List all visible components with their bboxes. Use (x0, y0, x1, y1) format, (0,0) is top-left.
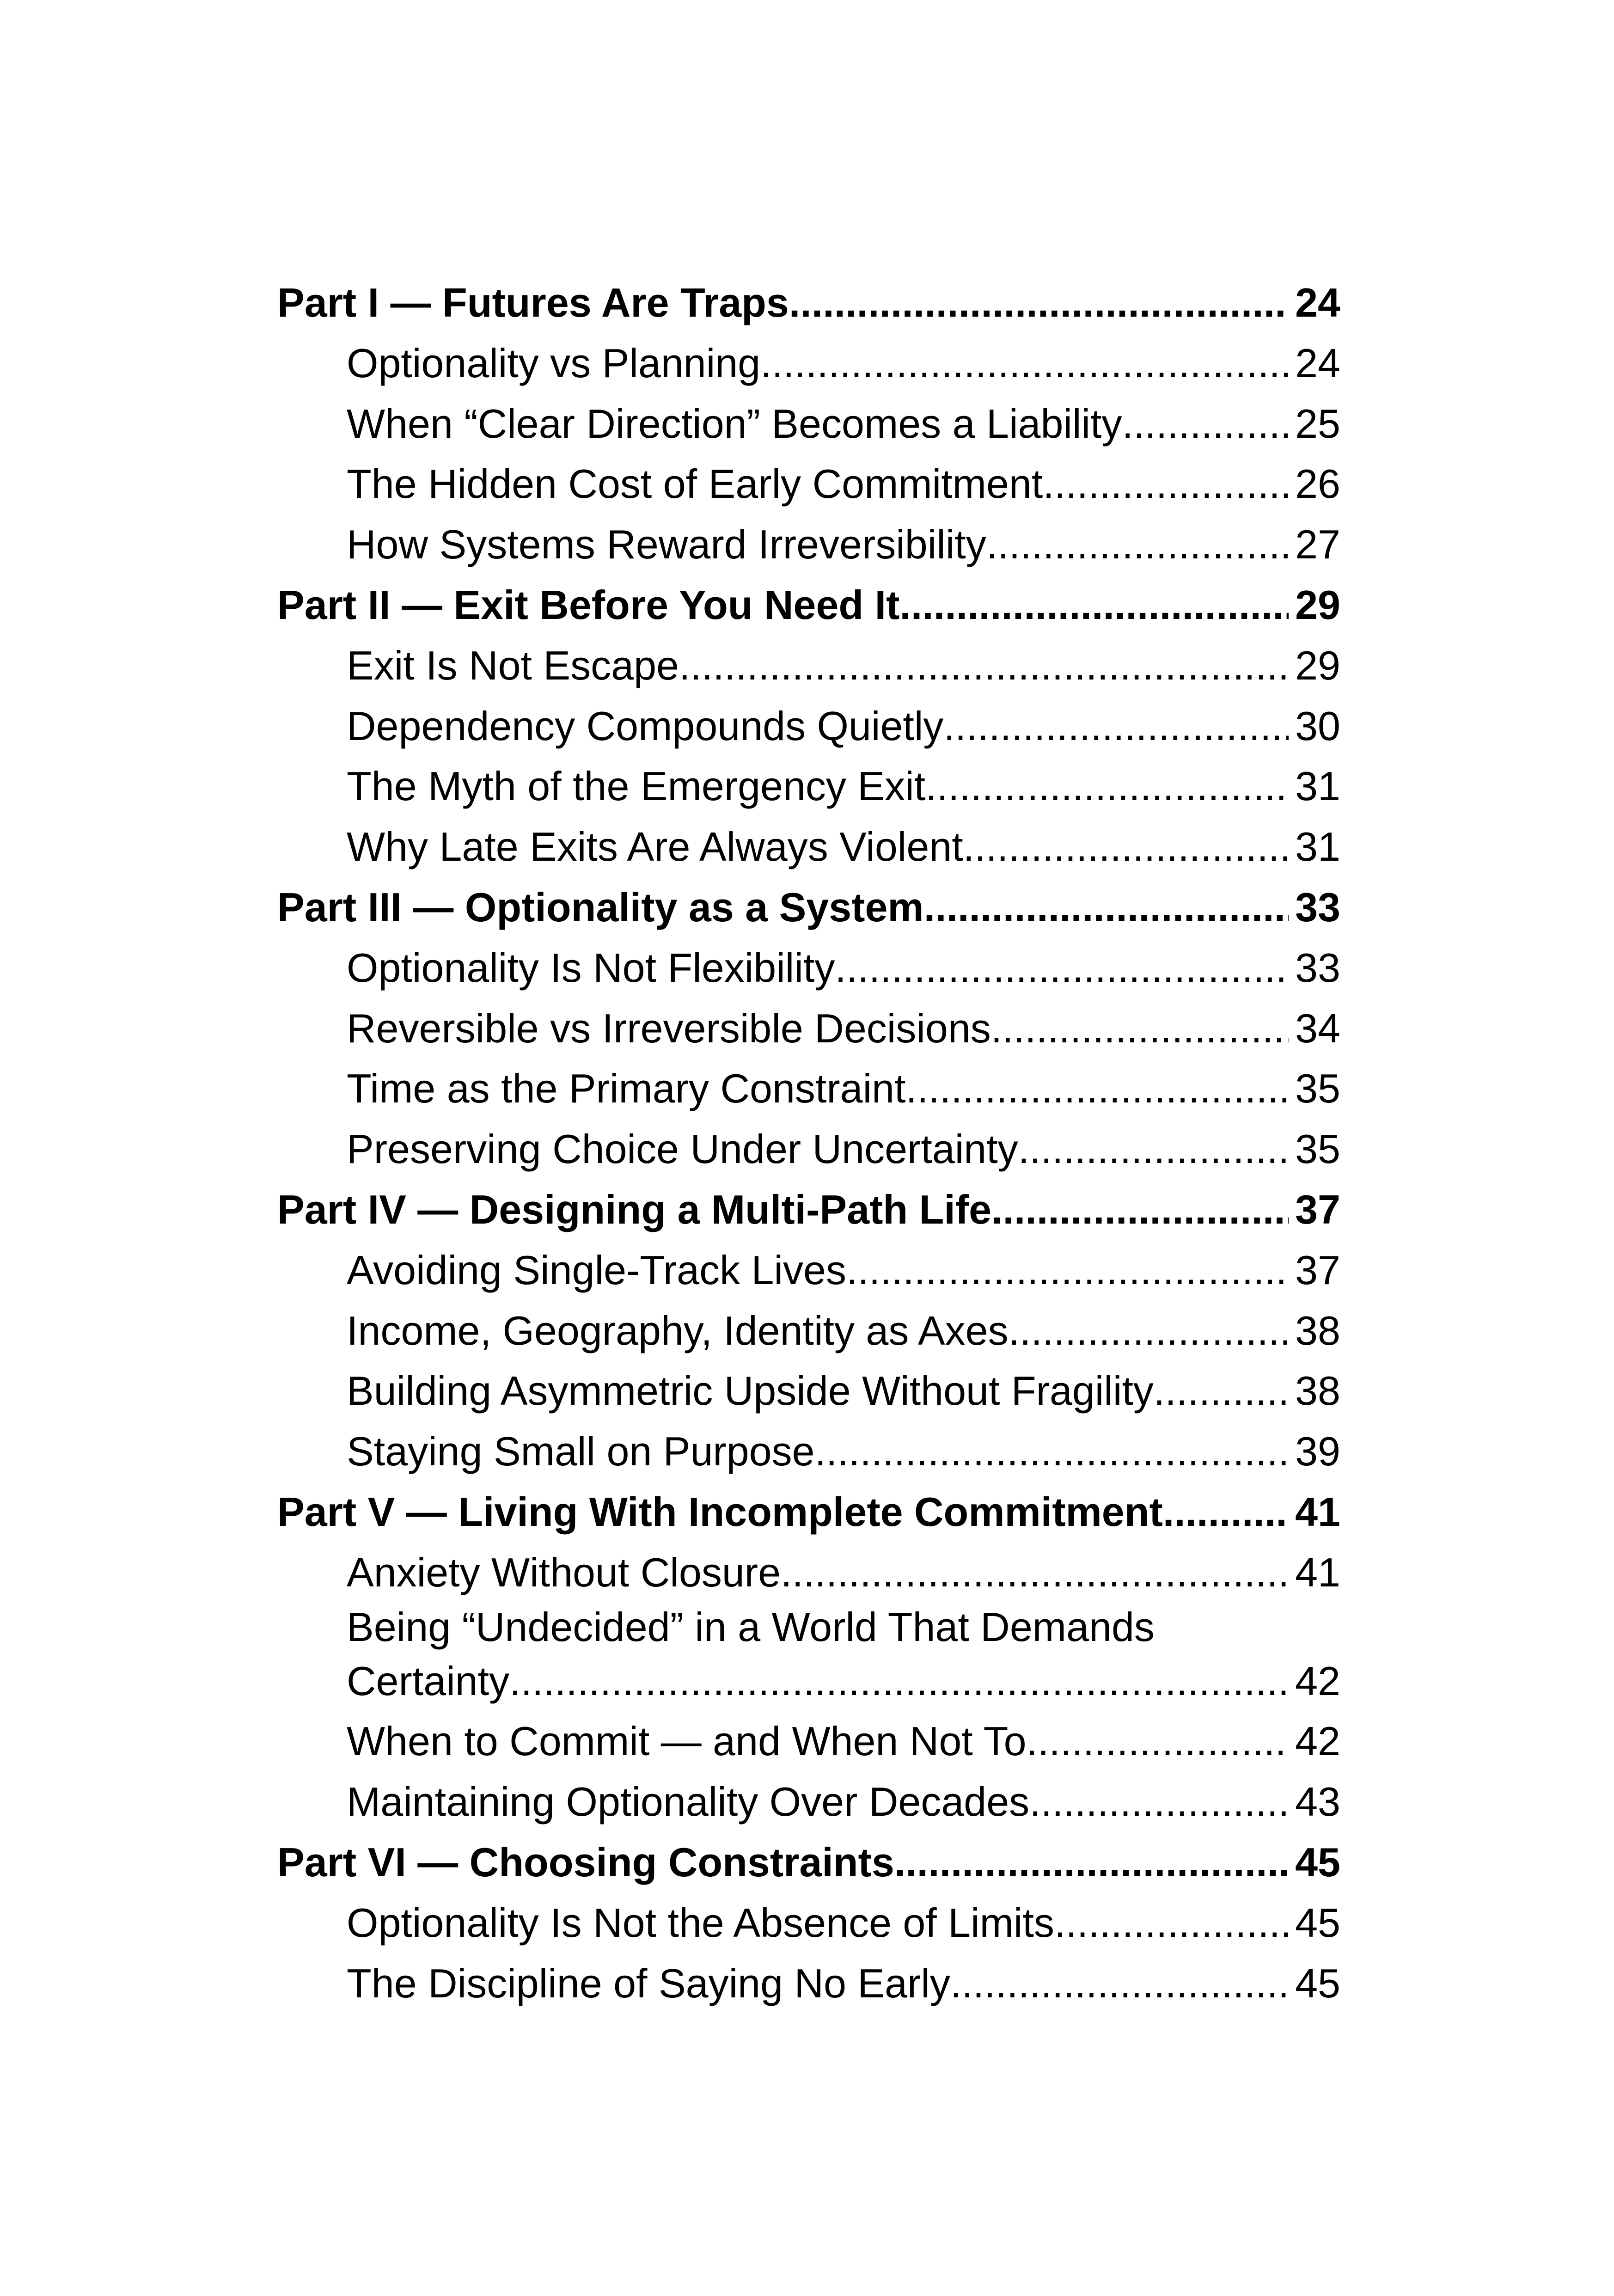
toc-entry-title: When “Clear Direction” Becomes a Liability (347, 400, 1122, 447)
toc-entry-page: 45 (1295, 1899, 1340, 1946)
dot-leader (760, 333, 1289, 394)
toc-entry-part-6[interactable] (277, 1832, 1340, 1893)
toc-entry-page: 35 (1295, 1126, 1340, 1172)
toc-entry[interactable] (277, 1711, 1340, 1772)
toc-entry-title: Why Late Exits Are Always Violent (347, 824, 963, 870)
toc-entry-part-4[interactable] (277, 1180, 1340, 1240)
toc-entry-page: 24 (1295, 280, 1340, 325)
toc-entry-title: Part V — Living With Incomplete Commitment (277, 1488, 1163, 1535)
toc-entry-title: How Systems Reward Irreversibility (347, 521, 986, 568)
toc-entry[interactable] (277, 1953, 1340, 2014)
dot-leader (899, 575, 1289, 636)
table-of-contents (277, 273, 1340, 2014)
toc-entry-title: Building Asymmetric Upside Without Fragility (347, 1368, 1154, 1414)
toc-entry-page: 35 (1295, 1065, 1340, 1112)
toc-entry-page: 41 (1295, 1488, 1340, 1535)
dot-leader (1054, 1893, 1289, 1953)
dot-leader (789, 273, 1289, 333)
toc-entry-page: 30 (1295, 703, 1340, 749)
toc-entry-title: Exit Is Not Escape (347, 642, 679, 688)
toc-entry-title: When to Commit — and When Not To (347, 1718, 1027, 1764)
toc-entry-title: Optionality Is Not the Absence of Limits (347, 1899, 1054, 1946)
toc-entry-title: Maintaining Optionality Over Decades (347, 1779, 1030, 1825)
toc-entry-page: 29 (1295, 582, 1340, 628)
dot-leader (1163, 1482, 1289, 1543)
dot-leader (950, 1953, 1289, 2014)
toc-entry[interactable] (277, 938, 1340, 998)
toc-entry-part-3[interactable] (277, 877, 1340, 938)
toc-entry-title: Optionality vs Planning (347, 340, 761, 386)
toc-entry[interactable] (277, 696, 1340, 757)
toc-entry-title: Staying Small on Purpose (347, 1428, 815, 1475)
dot-leader (781, 1543, 1289, 1603)
dot-leader (991, 1180, 1289, 1240)
toc-entry[interactable] (277, 1361, 1340, 1421)
dot-leader (679, 636, 1289, 696)
toc-entry-page: 38 (1295, 1368, 1340, 1414)
toc-entry-title: The Hidden Cost of Early Commitment (347, 461, 1043, 507)
toc-entry-title: Reversible vs Irreversible Decisions (347, 1005, 991, 1051)
toc-entry[interactable] (277, 636, 1340, 696)
toc-entry-title: Preserving Choice Under Uncertainty (347, 1126, 1018, 1172)
toc-entry-page: 31 (1295, 824, 1340, 870)
toc-entry-page: 39 (1295, 1428, 1340, 1475)
dot-leader (1009, 1301, 1289, 1361)
toc-entry-title: The Myth of the Emergency Exit (347, 763, 926, 809)
toc-entry-title: The Discipline of Saying No Early (347, 1960, 950, 2006)
toc-entry-title: Dependency Compounds Quietly (347, 703, 944, 749)
toc-entry-page: 25 (1295, 400, 1340, 447)
toc-entry-page: 29 (1295, 642, 1340, 688)
toc-entry-page: 45 (1295, 1839, 1340, 1885)
toc-entry[interactable] (277, 1893, 1340, 1953)
dot-leader (1029, 1772, 1289, 1832)
toc-entry[interactable] (277, 333, 1340, 394)
toc-entry-part-2[interactable] (277, 575, 1340, 636)
toc-entry[interactable] (277, 454, 1340, 514)
dot-leader (509, 1651, 1289, 1712)
toc-entry-title: Part I — Futures Are Traps (277, 280, 789, 325)
toc-entry-wrapped[interactable] (277, 1603, 1340, 1712)
toc-entry-title: Part III — Optionality as a System (277, 884, 924, 930)
toc-entry[interactable] (277, 514, 1340, 575)
toc-entry-page: 37 (1295, 1247, 1340, 1293)
dot-leader (925, 756, 1289, 817)
toc-entry-page: 33 (1295, 884, 1340, 930)
dot-leader (963, 817, 1289, 877)
toc-entry[interactable] (277, 1301, 1340, 1361)
toc-entry-page: 34 (1295, 1005, 1340, 1051)
dot-leader (1122, 394, 1289, 454)
dot-leader (906, 1059, 1289, 1119)
toc-entry-page: 31 (1295, 763, 1340, 809)
dot-leader (846, 1240, 1289, 1301)
toc-entry-title: Anxiety Without Closure (347, 1549, 781, 1595)
toc-entry-page: 42 (1295, 1718, 1340, 1764)
dot-leader (894, 1832, 1289, 1893)
toc-entry-page: 42 (1295, 1658, 1340, 1704)
dot-leader (815, 1421, 1289, 1482)
dot-leader (924, 877, 1289, 938)
toc-entry[interactable] (277, 1772, 1340, 1832)
toc-entry-page: 45 (1295, 1960, 1340, 2006)
dot-leader (1154, 1361, 1289, 1421)
toc-entry-title: Avoiding Single-Track Lives (347, 1247, 846, 1293)
toc-entry-title: Time as the Primary Constraint (347, 1065, 906, 1112)
toc-entry[interactable] (277, 817, 1340, 877)
dot-leader (943, 696, 1289, 757)
dot-leader (1043, 454, 1289, 514)
toc-entry-page: 38 (1295, 1307, 1340, 1353)
toc-entry-line2 (347, 1651, 1340, 1712)
toc-entry-page: 33 (1295, 944, 1340, 991)
dot-leader (986, 514, 1289, 575)
toc-entry-page: 37 (1295, 1186, 1340, 1232)
dot-leader (1027, 1711, 1289, 1772)
dot-leader (1018, 1119, 1289, 1180)
toc-entry[interactable] (277, 1059, 1340, 1119)
toc-entry-title: Part II — Exit Before You Need It (277, 582, 900, 628)
toc-entry-part-1[interactable] (277, 273, 1340, 333)
toc-entry-part-5[interactable] (277, 1482, 1340, 1543)
toc-entry-title: Income, Geography, Identity as Axes (347, 1307, 1009, 1353)
toc-entry[interactable] (277, 1240, 1340, 1301)
toc-entry-page: 41 (1295, 1549, 1340, 1595)
toc-entry-page: 27 (1295, 521, 1340, 568)
toc-entry[interactable] (277, 1543, 1340, 1603)
toc-entry[interactable] (277, 1119, 1340, 1180)
toc-entry-page: 26 (1295, 461, 1340, 507)
toc-entry[interactable] (277, 1421, 1340, 1482)
dot-leader (991, 998, 1289, 1059)
toc-entry-page: 24 (1295, 340, 1340, 386)
toc-entry-page: 43 (1295, 1779, 1340, 1825)
toc-entry-title: Part IV — Designing a Multi-Path Life (277, 1186, 992, 1232)
toc-entry[interactable] (277, 998, 1340, 1059)
toc-entry-title-line1: Being “Undecided” in a World That Demands (347, 1604, 1155, 1650)
toc-entry-title: Part VI — Choosing Constraints (277, 1839, 894, 1885)
toc-entry-title: Optionality Is Not Flexibility (347, 944, 835, 991)
dot-leader (835, 938, 1289, 998)
toc-entry[interactable] (277, 394, 1340, 454)
toc-entry[interactable] (277, 756, 1340, 817)
toc-entry-title: Certainty (347, 1658, 510, 1704)
